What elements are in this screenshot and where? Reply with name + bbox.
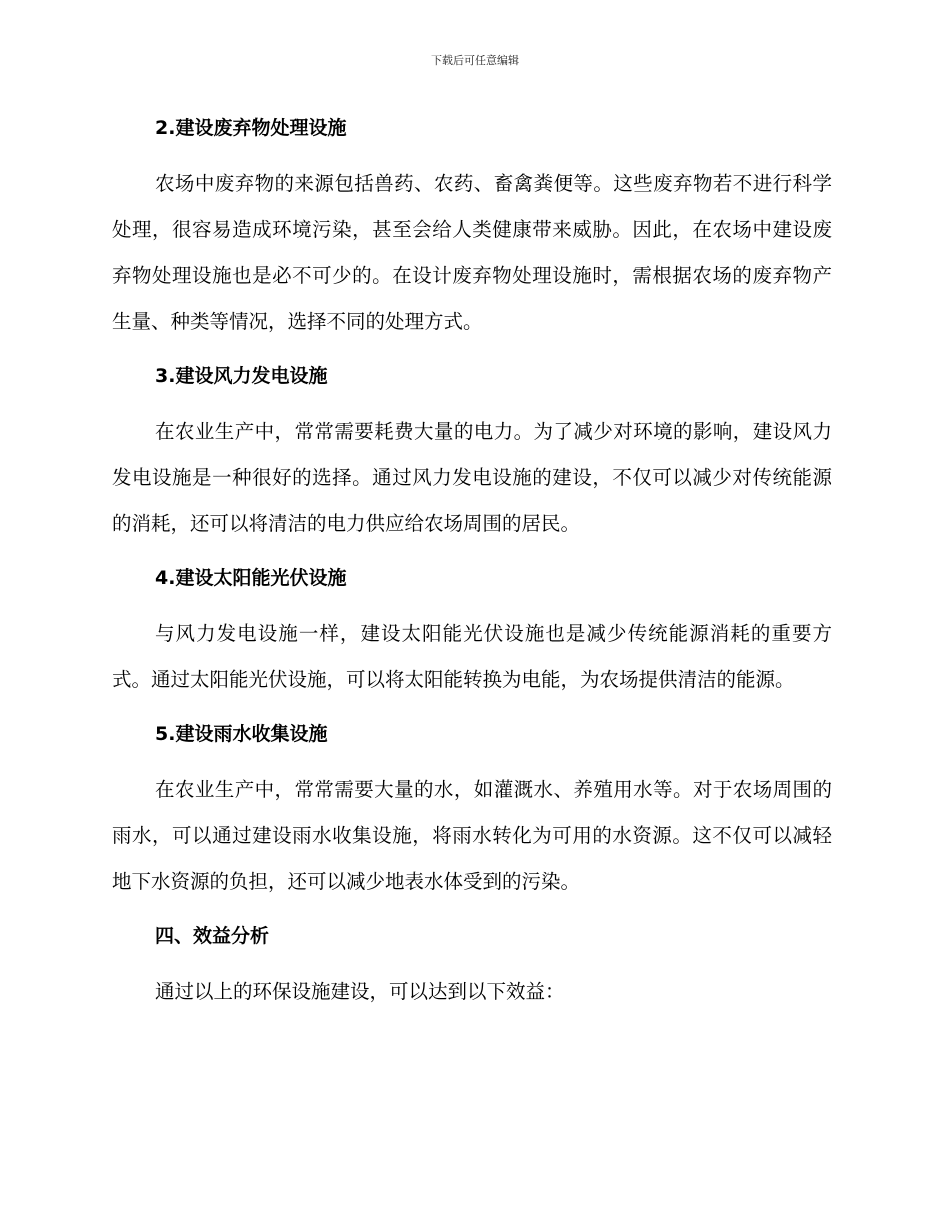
section-paragraph-rainwater: 在农业生产中，常常需要大量的水，如灌溉水、养殖用水等。对于农场周围的雨水，可以通过建设雨水收集设施，将雨水转化为可用的水资源。这不仅可以减轻地下水资源的负担，还可以减少地表水体受到的污染。	[112, 778, 832, 893]
section-heading-wind: 3.建设风力发电设施	[155, 365, 328, 387]
section-paragraph-solar: 与风力发电设施一样，建设太阳能光伏设施也是减少传统能源消耗的重要方式。通过太阳能光伏设施，可以将太阳能转换为电能，为农场提供清洁的能源。	[112, 622, 832, 691]
section-heading-benefit-analysis: 四、效益分析	[155, 925, 270, 947]
page-header-note: 下载后可任意编辑	[431, 54, 519, 67]
document-body	[112, 112, 832, 1015]
section-heading-rainwater: 5.建设雨水收集设施	[155, 723, 328, 745]
section-paragraph-waste: 农场中废弃物的来源包括兽药、农药、畜禽粪便等。这些废弃物若不进行科学处理，很容易造成环境污染，甚至会给人类健康带来威胁。因此，在农场中建设废弃物处理设施也是必不可少的。在设计废弃物处理设施时，需根据农场的废弃物产生量、种类等情况，选择不同的处理方式。	[112, 172, 832, 333]
section-paragraph-wind: 在农业生产中，常常需要耗费大量的电力。为了减少对环境的影响，建设风力发电设施是一种很好的选择。通过风力发电设施的建设，不仅可以减少对传统能源的消耗，还可以将清洁的电力供应给农场周围的居民。	[112, 420, 832, 535]
section-heading-solar: 4.建设太阳能光伏设施	[155, 567, 347, 589]
section-paragraph-benefit-analysis: 通过以上的环保设施建设，可以达到以下效益：	[155, 980, 565, 1003]
section-heading-waste: 2.建设废弃物处理设施	[155, 117, 347, 139]
